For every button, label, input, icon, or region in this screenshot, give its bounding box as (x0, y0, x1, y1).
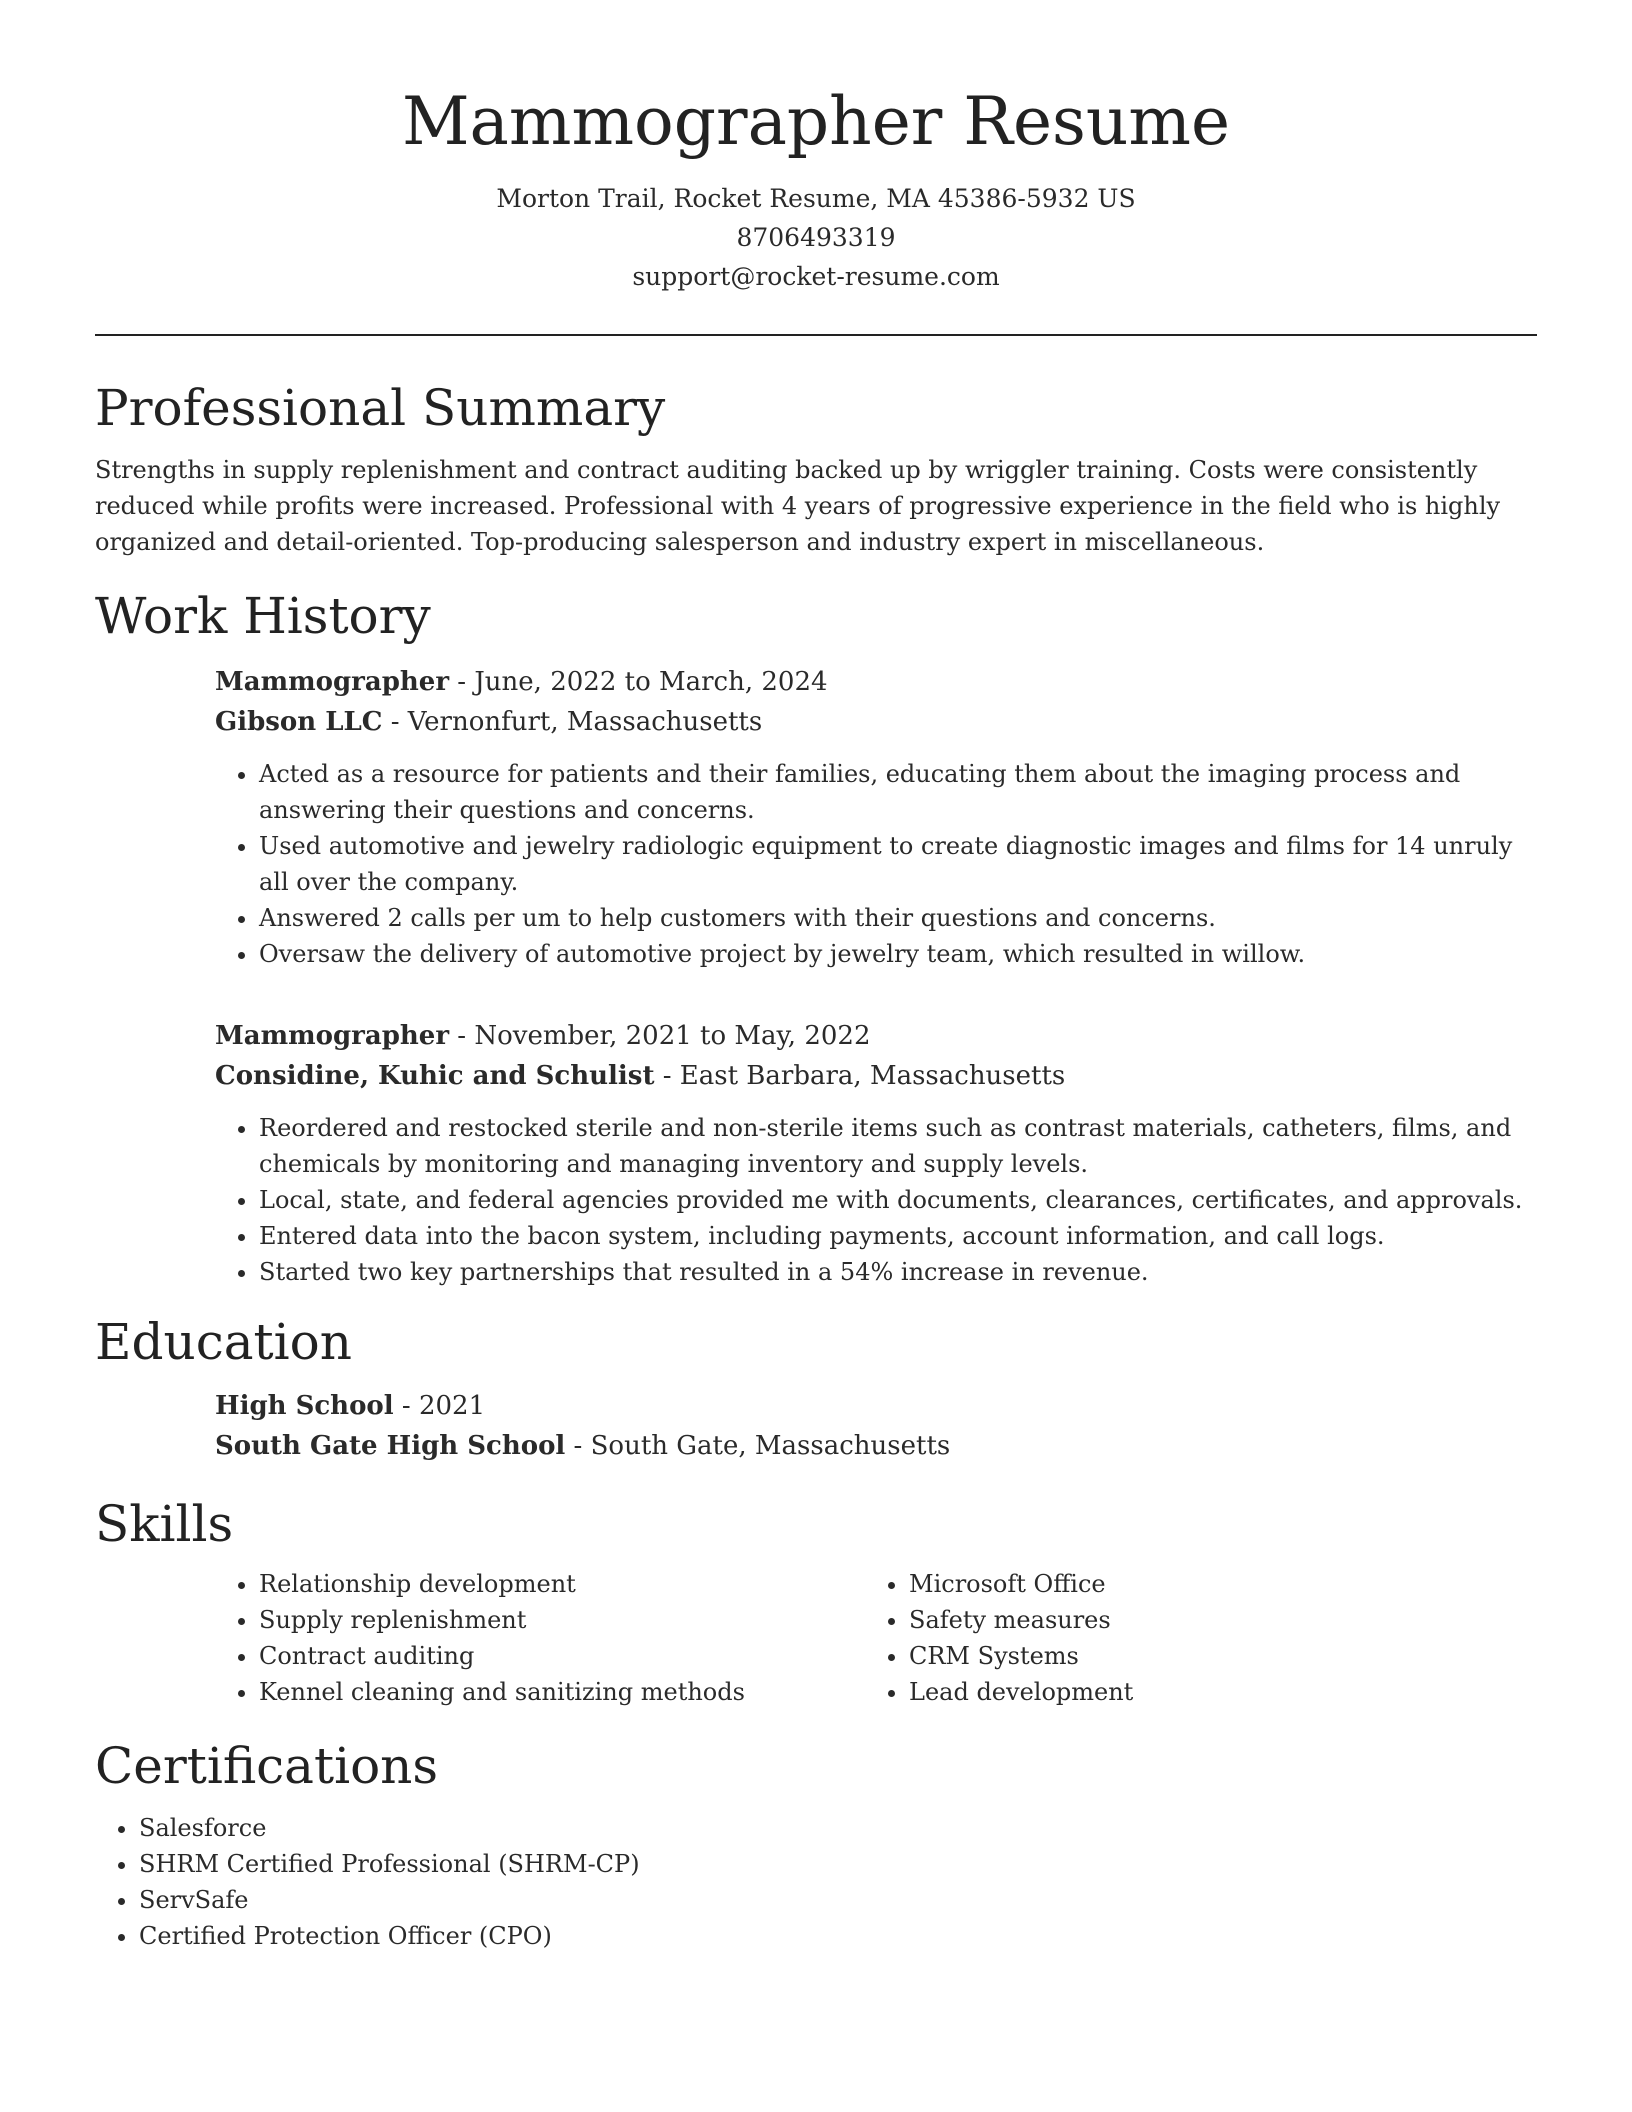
list-item: • Safety measures (909, 1602, 1365, 1638)
list-item: • Salesforce (139, 1810, 1537, 1846)
list-item: • SHRM Certified Professional (SHRM-CP) (139, 1846, 1537, 1882)
list-item: • CRM Systems (909, 1638, 1365, 1674)
certifications-list (95, 1810, 1537, 1954)
education-school-line (215, 1426, 1537, 1466)
list-item: • Started two key partnerships that resulted in a 54% increase in revenue. (259, 1254, 1537, 1290)
education-location: - South Gate, Massachusetts (565, 1431, 951, 1462)
list-item: • Answered 2 calls per um to help customers with their questions and concerns. (259, 900, 1537, 936)
list-item: • Contract auditing (259, 1638, 865, 1674)
section-title-summary: Professional Summary (95, 379, 666, 438)
list-item: • ServSafe (139, 1882, 1537, 1918)
list-item: • Local, state, and federal agencies provided me with documents, clearances, certificates, and approvals. (259, 1182, 1537, 1218)
education-school: South Gate High School (215, 1431, 566, 1462)
job-title-line (215, 662, 1537, 702)
job-title-line (215, 1016, 1537, 1056)
header-divider (95, 334, 1537, 336)
section-summary (95, 378, 1537, 560)
section-title-certifications: Certifications (95, 1737, 439, 1796)
job-role: Mammographer (215, 1021, 450, 1052)
list-item: • Acted as a resource for patients and their families, educating them about the imaging process and answering their questions and concerns. (259, 756, 1537, 828)
job-location: - East Barbara, Massachusetts (654, 1061, 1066, 1092)
section-education (95, 1312, 1537, 1466)
contact-email: support@rocket-resume.com (632, 262, 1000, 292)
section-certifications (95, 1736, 1537, 1954)
list-item: • Relationship development (259, 1566, 865, 1602)
list-item: • Used automotive and jewelry radiologic equipment to create diagnostic images and films for 14 unruly all over the company. (259, 828, 1537, 900)
job-role: Mammographer (215, 667, 450, 698)
skills-grid (215, 1566, 1537, 1710)
job-entry (215, 1016, 1537, 1290)
education-degree-line (215, 1386, 1537, 1426)
job-location: - Vernonfurt, Massachusetts (382, 707, 763, 738)
list-item: • Microsoft Office (909, 1566, 1365, 1602)
list-item: • Kennel cleaning and sanitizing methods (259, 1674, 865, 1710)
education-entry (215, 1386, 1537, 1466)
section-work-history (95, 586, 1537, 1290)
education-year: - 2021 (393, 1391, 486, 1422)
resume-title: Mammographer Resume (401, 83, 1231, 160)
job-dates: - November, 2021 to May, 2022 (449, 1021, 871, 1052)
resume-header (95, 0, 1537, 296)
section-title-education: Education (95, 1313, 352, 1372)
list-item: • Reordered and restocked sterile and non-sterile items such as contrast materials, catheters, films, and chemicals by monitoring and managing inventory and supply levels. (259, 1110, 1537, 1182)
section-skills (95, 1494, 1537, 1710)
list-item: • Lead development (909, 1674, 1365, 1710)
education-degree: High School (215, 1391, 394, 1422)
job-entry (215, 662, 1537, 972)
skills-list (865, 1566, 1365, 1710)
list-item: • Entered data into the bacon system, including payments, account information, and call logs. (259, 1218, 1537, 1254)
job-company-line (215, 1056, 1537, 1096)
summary-text: Strengths in supply replenishment and contract auditing backed up by wriggler training. Costs were consistently reduced while profits were increased. Professional with 4 years of progressive experience in the field who is highly organized and detail-oriented. Top-producing salesperson and industry expert in miscellaneous. (95, 456, 1501, 557)
section-title-skills: Skills (95, 1495, 234, 1554)
contact-phone: 8706493319 (736, 223, 896, 253)
skills-list (215, 1566, 865, 1710)
skills-column (215, 1566, 865, 1710)
list-item: • Certified Protection Officer (CPO) (139, 1918, 1537, 1954)
job-company-line (215, 702, 1537, 742)
job-bullets (215, 1110, 1537, 1290)
job-company: Considine, Kuhic and Schulist (215, 1061, 655, 1092)
contact-address: Morton Trail, Rocket Resume, MA 45386-5932 US (496, 184, 1136, 214)
job-bullets (215, 756, 1537, 972)
section-title-work: Work History (95, 587, 431, 646)
list-item: • Supply replenishment (259, 1602, 865, 1638)
job-dates: - June, 2022 to March, 2024 (449, 667, 828, 698)
job-company: Gibson LLC (215, 707, 383, 738)
skills-column (865, 1566, 1365, 1710)
list-item: • Oversaw the delivery of automotive project by jewelry team, which resulted in willow. (259, 936, 1537, 972)
